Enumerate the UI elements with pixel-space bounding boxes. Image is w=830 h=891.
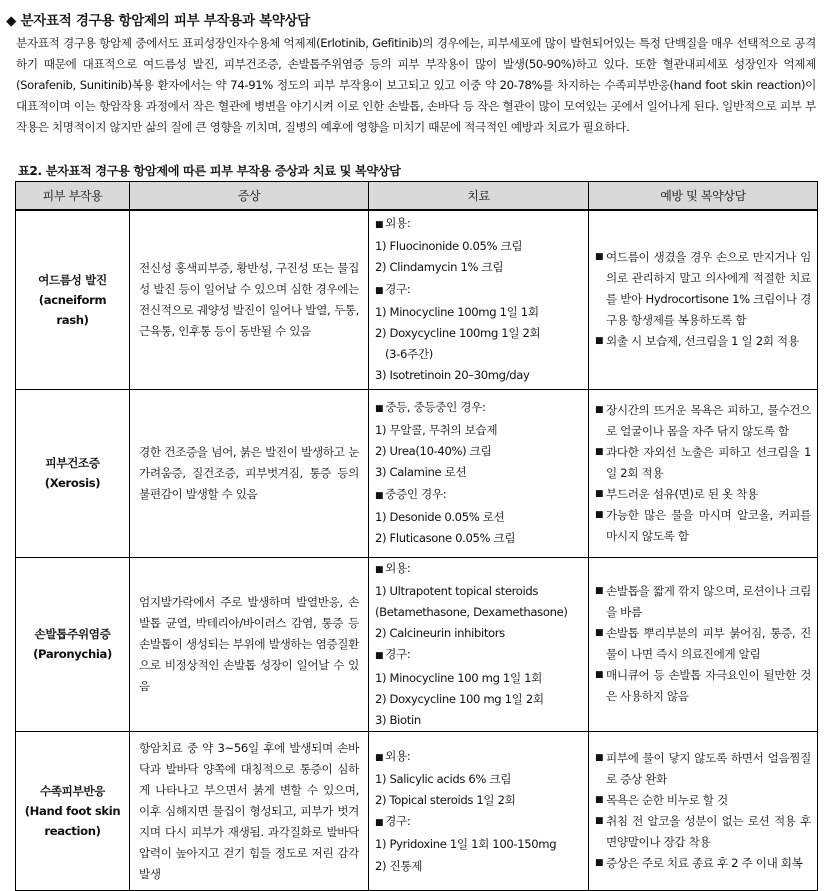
treatment-route-label bbox=[375, 397, 582, 420]
treatment-item: 3) Calamine 로션 bbox=[375, 465, 467, 480]
square-bullet-icon: ■ bbox=[375, 403, 384, 414]
symptom-cell: 전신성 홍색피부증, 황반성, 구진성 또는 물집성 발진 등이 일어날 수 있으며 심한 경우에는 전신적으로 궤양성 발진이 일어나 발열, 두통, 근육통, 인후통 등이 동반될 수 있음 bbox=[130, 210, 369, 389]
advice-text: 부드러운 섬유(면)로 된 옷 착용 bbox=[606, 486, 758, 501]
treatment-cell bbox=[369, 732, 589, 891]
square-bullet-icon: ■ bbox=[595, 586, 604, 597]
square-bullet-icon: ■ bbox=[595, 488, 604, 499]
table-header-row bbox=[16, 182, 818, 211]
square-bullet-icon: ■ bbox=[375, 490, 384, 501]
square-bullet-icon: ■ bbox=[375, 651, 384, 662]
treatment-cell bbox=[369, 557, 589, 732]
advice-item bbox=[595, 790, 811, 811]
advice-text: 가능한 많은 물을 마시며 알코올, 커피를 마시지 않도록 함 bbox=[606, 507, 811, 543]
intro-paragraph: 분자표적 경구용 항암제 중에서도 표피성장인자수용체 억제제(Erlotinib, Gefitinib)의 경우에는, 피부세포에 많이 발현되어있는 특정 단백질을 매우 선택적으로 공격하기 때문에 대표적으로 여드름성 발진, 피부건조증, 손발톱주위염증 등의 피부 부작용이 많이 발생(50-90%)하고 있다. 또한 혈관내피세포 성장인자 억제제(Sorafenib, Sunitinib)복용 환자에서는 약 74-91% 정도의 피부 부작용이 보고되고 있고 이중 약 20-78%를 차지하는 수족피부반응(hand foot skin reaction)이 대표적이며 이는 항암작용 과정에서 작은 혈관에 병변을 야기시켜 이로 인한 손발톱, 손바닥 등 작은 혈관이 많이 모여있는 곳에서 일어나게 된다. 일반적으로 피부 부작용은 치명적이지 않지만 삶의 질에 큰 영향을 끼치며, 질병의 예후에 영향을 미치기 때문에 적극적인 예방과 치료가 필요하다. bbox=[16, 36, 816, 134]
treatment-item: 1) Pyridoxine 1일 1회 100-150mg bbox=[375, 837, 557, 852]
advice-item bbox=[595, 853, 811, 874]
side-effect-name-cell bbox=[16, 557, 130, 732]
square-bullet-icon: ■ bbox=[595, 336, 604, 347]
treatment-cell bbox=[369, 389, 589, 557]
side-effect-name-cell bbox=[16, 389, 130, 557]
advice-text: 취침 전 알코올 성분이 없는 로션 적용 후 면양말이나 장갑 착용 bbox=[606, 814, 811, 850]
treatment-route-label bbox=[375, 484, 582, 507]
side-effect-name-en: (Hand foot skin reaction) bbox=[24, 804, 121, 839]
advice-text: 매니큐어 등 손발톱 자극요인이 될만한 것은 사용하지 않음 bbox=[606, 668, 811, 704]
treatment-item: 2) 진통제 bbox=[375, 858, 423, 873]
treatment-route-text: 중등, 중등중인 경우: bbox=[385, 399, 486, 414]
treatment-item: 1) Minocycline 100 mg 1일 1회 bbox=[375, 670, 543, 685]
advice-text: 외출 시 보습제, 선크림을 1 일 2회 적용 bbox=[606, 334, 799, 349]
treatment-route-label bbox=[375, 644, 582, 667]
treatment-route-text: 경구: bbox=[385, 647, 411, 662]
advice-item bbox=[595, 505, 811, 547]
side-effect-name-en: (Xerosis) bbox=[44, 476, 101, 490]
table-row bbox=[16, 210, 818, 389]
side-effect-name-ko: 여드름성 발진 bbox=[38, 272, 107, 287]
advice-item bbox=[595, 665, 811, 707]
treatment-route-text: 외용: bbox=[385, 748, 411, 763]
treatment-item: 1) Desonide 0.05% 로션 bbox=[375, 509, 505, 524]
treatment-item: 3) Isotretinoin 20–30mg/day bbox=[375, 368, 530, 383]
treatment-item: 2) Topical steroids 1일 2회 bbox=[375, 792, 516, 807]
square-bullet-icon: ■ bbox=[595, 446, 604, 457]
treatment-item: (Betamethasone, Dexamethasone) bbox=[375, 604, 568, 619]
header-symptom: 증상 bbox=[130, 182, 369, 211]
advice-cell bbox=[589, 389, 818, 557]
treatment-item: 1) Salicylic acids 6% 크림 bbox=[375, 771, 512, 786]
side-effect-name-cell bbox=[16, 210, 130, 389]
treatment-item: 2) Clindamycin 1% 크림 bbox=[375, 260, 504, 275]
treatment-route-label bbox=[375, 213, 582, 236]
advice-text: 피부에 물이 닿지 않도록 하면서 얼음찜질로 증상 완화 bbox=[606, 751, 811, 787]
advice-text: 손발톱 뿌리부분의 피부 붉어짐, 통증, 진물이 나면 즉시 의료진에게 알림 bbox=[606, 626, 811, 662]
header-treatment: 치료 bbox=[369, 182, 589, 211]
header-side-effect: 피부 부작용 bbox=[16, 182, 130, 211]
advice-cell bbox=[589, 557, 818, 732]
side-effect-name-en: (acneiform rash) bbox=[38, 292, 107, 327]
table-row bbox=[16, 389, 818, 557]
advice-cell bbox=[589, 210, 818, 389]
symptom-cell: 경한 건조증을 넘어, 붉은 발진이 발생하고 눈가려움증, 질건조증, 피부벗겨짐, 통증 등의 불편감이 발생할 수 있음 bbox=[130, 389, 369, 557]
treatment-item: 1) Minocycline 100mg 1일 1회 bbox=[375, 304, 539, 319]
advice-text: 증상은 주로 치료 종료 후 2 주 이내 회복 bbox=[606, 856, 803, 871]
treatment-route-text: 외용: bbox=[385, 215, 411, 230]
treatment-route-text: 외용: bbox=[385, 560, 411, 575]
advice-text: 여드름이 생겼을 경우 손으로 만지거나 임의로 관리하지 말고 의사에게 적절한 치료를 받아 Hydrocortisone 1% 크림이나 경구용 항생제를 복용하도록 함 bbox=[606, 250, 811, 328]
treatment-item: 2) Urea(10-40%) 크림 bbox=[375, 444, 492, 459]
treatment-item: 2) Fluticasone 0.05% 크림 bbox=[375, 531, 516, 545]
square-bullet-icon: ■ bbox=[595, 509, 604, 520]
square-bullet-icon: ■ bbox=[595, 858, 604, 869]
treatment-item: 2) Calcineurin inhibitors bbox=[375, 626, 505, 641]
treatment-item: 1) Ultrapotent topical steroids bbox=[375, 583, 539, 598]
square-bullet-icon: ■ bbox=[375, 818, 384, 829]
treatment-item: 1) 무알콜, 무취의 보습제 bbox=[375, 422, 498, 437]
square-bullet-icon: ■ bbox=[375, 285, 384, 296]
square-bullet-icon: ■ bbox=[595, 628, 604, 639]
treatment-route-label bbox=[375, 746, 582, 769]
advice-item bbox=[595, 400, 811, 442]
advice-cell bbox=[589, 732, 818, 891]
treatment-route-text: 경구: bbox=[385, 281, 411, 296]
advice-item bbox=[595, 442, 811, 484]
advice-item bbox=[595, 331, 811, 352]
advice-item bbox=[595, 581, 811, 623]
treatment-route-label bbox=[375, 811, 582, 834]
treatment-item: (3-6주간) bbox=[385, 347, 433, 362]
square-bullet-icon: ■ bbox=[375, 564, 384, 575]
square-bullet-icon: ■ bbox=[375, 752, 384, 763]
treatment-route-label bbox=[375, 279, 582, 302]
square-bullet-icon: ■ bbox=[595, 816, 604, 827]
square-bullet-icon: ■ bbox=[595, 753, 604, 764]
square-bullet-icon: ■ bbox=[595, 404, 604, 415]
side-effects-table bbox=[15, 181, 818, 891]
advice-text: 손발톱을 짧게 깎지 않으며, 로션이나 크림을 바름 bbox=[606, 584, 811, 620]
advice-text: 장시간의 뜨거운 목욕은 피하고, 물수건으로 얼굴이나 몸을 자주 닦지 않도록 함 bbox=[606, 402, 811, 438]
table-caption: 표2. 분자표적 경구용 항암제에 따른 피부 부작용 증상과 치료 및 복약상담 bbox=[18, 164, 401, 178]
treatment-route-text: 중증인 경우: bbox=[385, 486, 447, 501]
treatment-route-text: 경구: bbox=[385, 814, 411, 829]
treatment-cell bbox=[369, 210, 589, 389]
advice-text: 목욕은 순한 비누로 할 것 bbox=[606, 793, 728, 808]
table-row bbox=[16, 557, 818, 732]
treatment-item: 3) Biotin bbox=[375, 712, 421, 727]
advice-text: 과다한 자외선 노출은 피하고 선크림을 1일 2회 적용 bbox=[606, 444, 811, 480]
advice-item bbox=[595, 247, 811, 331]
treatment-item: 1) Fluocinonide 0.05% 크림 bbox=[375, 239, 523, 254]
side-effect-name-ko: 피부건조증 bbox=[45, 456, 100, 470]
header-advice: 예방 및 복약상담 bbox=[589, 182, 818, 211]
advice-item bbox=[595, 811, 811, 853]
square-bullet-icon: ■ bbox=[595, 252, 604, 263]
treatment-item: 2) Doxycycline 100 mg 1일 2회 bbox=[375, 691, 544, 706]
side-effect-name-ko: 수족피부반응 bbox=[39, 784, 106, 799]
square-bullet-icon: ■ bbox=[595, 670, 604, 681]
treatment-route-label bbox=[375, 558, 582, 581]
side-effect-name-cell bbox=[16, 732, 130, 891]
symptom-cell: 항암치료 중 약 3~56일 후에 발생되며 손바닥과 발바닥 양쪽에 대칭적으로 통증이 심하게 나타나고 부으면서 붉게 변할 수 있으며, 이후 심해지면 물집이 형성되고, 피부가 벗겨지며 다시 피부가 재생됨. 과각질화로 발바닥 압력이 높아지고 걷기 힘들 정도로 저린 감각 발생 bbox=[130, 732, 369, 891]
advice-item bbox=[595, 623, 811, 665]
side-effect-name-ko: 손발톱주위염증 bbox=[34, 627, 111, 642]
side-effect-name-en: (Paronychia) bbox=[33, 647, 112, 662]
square-bullet-icon: ■ bbox=[595, 795, 604, 806]
square-bullet-icon: ■ bbox=[375, 219, 384, 230]
advice-item bbox=[595, 748, 811, 790]
treatment-item: 2) Doxycycline 100mg 1일 2회 bbox=[375, 325, 541, 340]
symptom-cell: 엄지발가락에서 주로 발생하며 발열반응, 손발톱 균열, 박테리아/바이러스 감염, 통증 등 손발톱이 생성되는 부위에 발생하는 염증질환으로 비정상적인 손발톱 성장이 일어날 수 있음 bbox=[130, 557, 369, 732]
document-heading: ◆ 분자표적 경구용 항암제의 피부 부작용과 복약상담 bbox=[6, 13, 311, 29]
advice-item bbox=[595, 484, 811, 505]
table-row bbox=[16, 732, 818, 891]
